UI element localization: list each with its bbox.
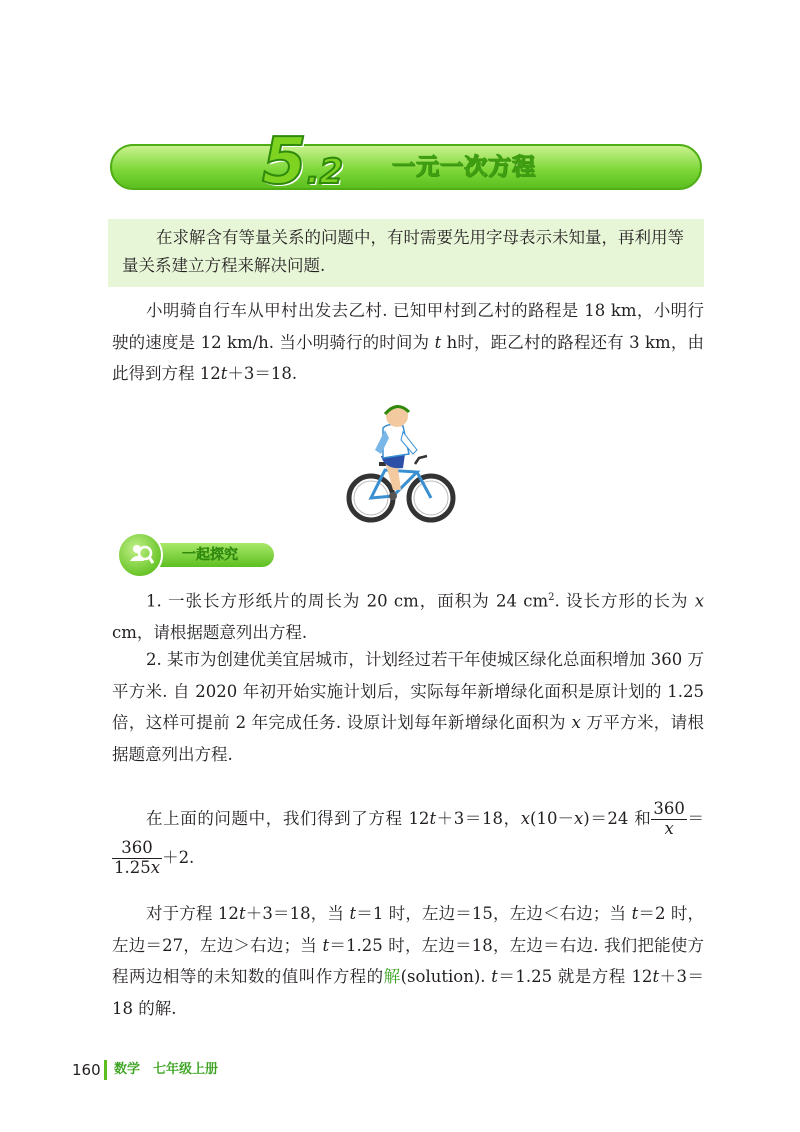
item1-var-x: x xyxy=(694,591,704,611)
story-paragraph xyxy=(112,295,704,390)
def-text-d: ＝2 时，左边＝27，左边＞右边；当 xyxy=(112,904,704,955)
fraction-360-over-x xyxy=(651,800,687,839)
fraction-1-numerator: 360 xyxy=(653,799,685,819)
def-var-t2: t xyxy=(349,904,357,923)
section-number xyxy=(262,122,343,202)
fraction-2-numerator: 360 xyxy=(121,838,153,857)
item1-sup: 2 xyxy=(548,592,555,603)
fraction-2-den-var: x xyxy=(150,857,161,877)
definition-paragraph xyxy=(112,898,704,1024)
fraction-2-den-coef: 1.25 xyxy=(114,857,151,877)
summary-text-f: ＋2. xyxy=(162,847,195,867)
summary-text-c: (10－ xyxy=(530,809,574,828)
section-title: 一元一次方程 xyxy=(392,154,536,180)
story-var-t: t xyxy=(434,332,442,352)
story-text-2: h时，距乙村的路程还有 3 km，由此得到方程 12 xyxy=(112,332,704,383)
def-var-t6: t xyxy=(652,967,660,986)
def-text-a: 对于方程 12 xyxy=(146,904,239,923)
section-number-minor: .2 xyxy=(306,152,344,192)
intro-text: 在求解含有等量关系的问题中，有时需要先用字母表示未知量，再利用等量关系建立方程来解决问题. xyxy=(122,228,684,275)
item1-text-c: cm，请根据题意列出方程. xyxy=(112,623,308,642)
summary-text-b: ＋3＝18， xyxy=(436,809,521,828)
fraction-2-denominator xyxy=(112,858,162,878)
page-number: 160 xyxy=(72,1061,101,1079)
item2-text-b: 万平方米，请根据题意列出方程. xyxy=(112,713,704,764)
def-text-b: ＋3＝18，当 xyxy=(245,904,350,923)
summary-text-a: 在上面的问题中，我们得到了方程 12 xyxy=(146,809,430,828)
def-text-c: ＝1 时，左边＝15，左边＜右边；当 xyxy=(356,904,632,923)
book-title: 数学 七年级上册 xyxy=(114,1062,219,1077)
summary-text-e: ＝ xyxy=(686,809,704,828)
item1-text-a: 1. 一张长方形纸片的周长为 20 cm，面积为 24 cm xyxy=(146,591,549,611)
def-var-t4: t xyxy=(322,935,330,955)
footer-divider xyxy=(104,1060,107,1080)
story-text-3: ＋3＝18. xyxy=(227,364,298,383)
summary-var-x2: x xyxy=(573,809,584,828)
section-number-major: 5 xyxy=(262,125,307,199)
explore-item-1 xyxy=(112,582,704,649)
item1-text-b: . 设长方形的长为 xyxy=(554,591,695,611)
summary-var-x1: x xyxy=(520,809,531,828)
summary-var-t: t xyxy=(429,809,437,828)
def-var-t1: t xyxy=(238,904,246,923)
story-text-1: 小明骑自行车从甲村出发去乙村. 已知甲村到乙村的路程是 18 km，小明行驶的速度是 12 km/h. 当小明骑行的时间为 xyxy=(112,301,704,352)
def-var-t3: t xyxy=(631,904,639,923)
fraction-360-over-1-25x xyxy=(112,839,162,878)
story-var-t-2: t xyxy=(220,364,228,383)
explore-label: 一起探究 xyxy=(182,547,238,563)
def-text-f: (solution). xyxy=(400,967,492,986)
magnifier-people-icon xyxy=(127,541,155,569)
item2-text-a: 2. 某市为创建优美宜居城市，计划经过若干年使城区绿化总面积增加 360 万平方米. 自 2020 年初开始实施计划后，实际每年新增绿化面积是原计划的 1.25 倍，这样可提前 2 年完成任务. 设原计划每年新增绿化面积为 xyxy=(112,650,704,732)
item2-var-x: x xyxy=(571,713,581,732)
summary-paragraph xyxy=(112,800,704,878)
def-text-g: ＝1.25 就是方程 12 xyxy=(497,967,653,986)
def-term-solution: 解 xyxy=(383,967,401,986)
fraction-1-denominator: x xyxy=(651,819,687,839)
explore-item-2 xyxy=(112,644,704,770)
summary-text-d: )＝24 和 xyxy=(583,809,652,828)
def-text-h: ＋3＝18 的解. xyxy=(112,967,705,1018)
cyclist-illustration xyxy=(345,398,457,526)
def-var-t5: t xyxy=(491,967,498,986)
def-text-e: ＝1.25 时，左边＝18，左边＝右边. 我们把能使方程两边相等的未知数的值叫作方程的 xyxy=(112,935,705,986)
